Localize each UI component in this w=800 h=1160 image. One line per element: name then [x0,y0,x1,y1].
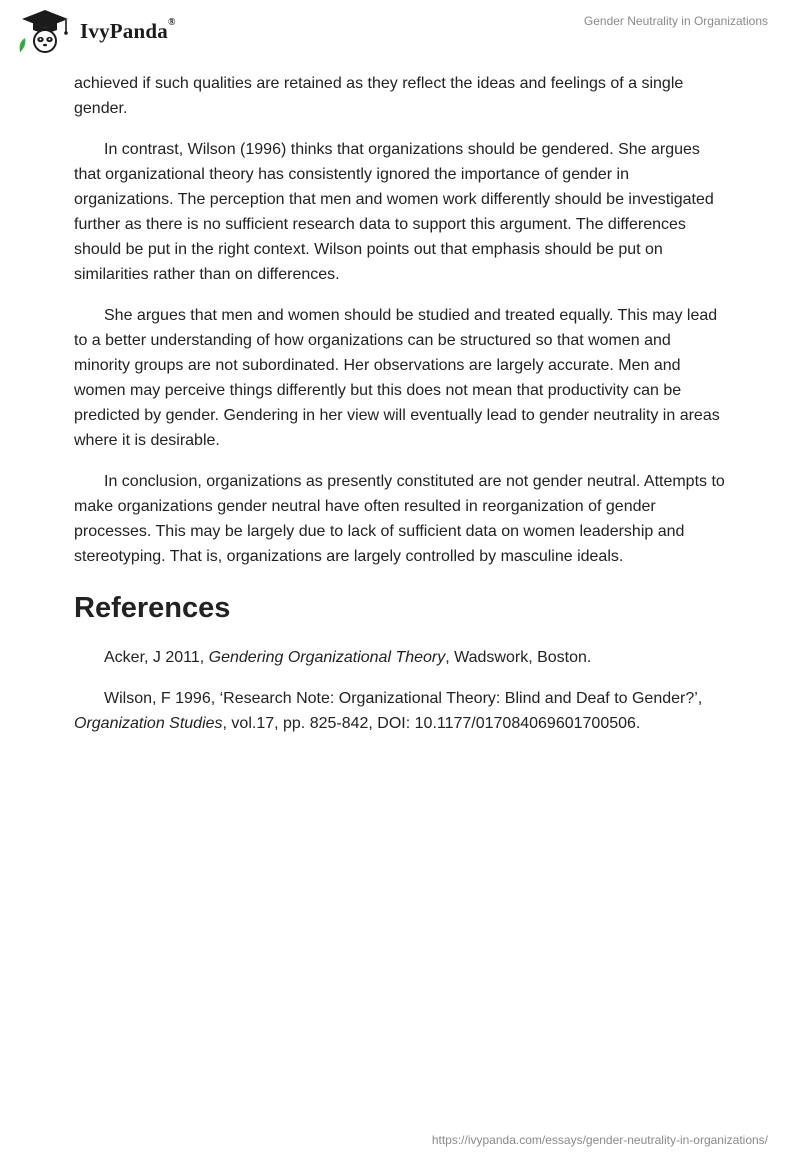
paragraph: In conclusion, organizations as presently constituted are not gender neutral. Attempts to make organizations gender neutral have often resulted in reorganization of gender processes. This may be largely due to lack of sufficient data on women leadership and stereotyping. That is, organizations are largely controlled by masculine ideals. [74,473,725,565]
references-heading: References [74,592,231,624]
document-title: Gender Neutrality in Organizations [583,14,768,28]
essay-content [74,71,726,752]
reference-title: Gendering Organizational Theory [208,649,446,666]
reference-text: , Wadswork, Boston. [445,649,592,666]
reference-entry [74,645,726,670]
reference-entry [74,686,726,736]
reference-text: , vol.17, pp. 825-842, DOI: 10.1177/017084069601700506. [222,715,641,732]
panda-mascot-icon [14,8,76,54]
registered-mark: ® [167,16,176,28]
ivypanda-logo[interactable] [14,8,176,54]
page-header [0,0,800,64]
source-url-link[interactable]: https://ivypanda.com/essays/gender-neutrality-in-organizations/ [431,1133,768,1147]
reference-text: Acker, J 2011, [104,649,209,666]
paragraph: In contrast, Wilson (1996) thinks that organizations should be gendered. She argues that organizational theory has consistently ignored the importance of gender in organizations. The perception that men and women work differently should be investigated further as there is no sufficient research data to support this argument. The differences should be put in the right context. Wilson points out that emphasis should be put on similarities rather than on differences. [74,141,714,283]
reference-text: Wilson, F 1996, ‘Research Note: Organizational Theory: Blind and Deaf to Gender?’, [104,690,703,707]
paragraph: She argues that men and women should be studied and treated equally. This may lead to a better understanding of how organizations can be structured so that women and minority groups are not subordinated. Her observations are largely accurate. Men and women may perceive things differently but this does not mean that productivity can be predicted by gender. Gendering in her view will eventually lead to gender neutrality in areas where it is desirable. [74,307,720,449]
reference-title: Organization Studies [74,715,223,732]
brand-name: IvyPanda® [80,16,176,43]
paragraph-continued: achieved if such qualities are retained as they reflect the ideas and feelings of a single gender. [74,75,684,117]
